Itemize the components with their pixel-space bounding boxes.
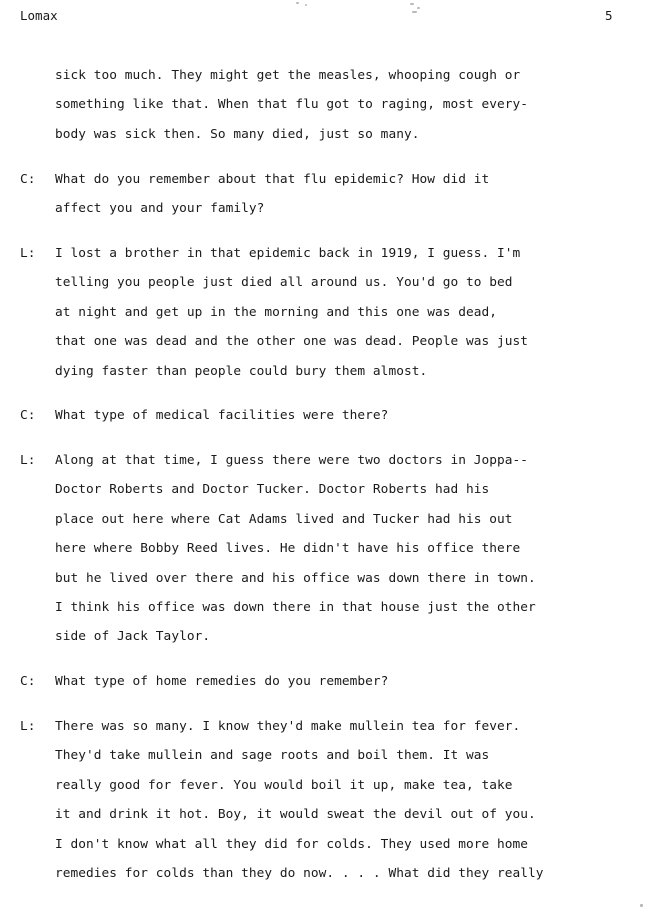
transcript-line: it and drink it hot. Boy, it would sweat the devil out of you. xyxy=(55,807,536,823)
transcript-line: that one was dead and the other one was dead. People was just xyxy=(55,334,529,350)
transcript-line: remedies for colds than they do now. . . . What did they really xyxy=(55,866,544,881)
speaker-label: L: xyxy=(20,719,36,734)
transcript-line: side of Jack Taylor. xyxy=(55,629,211,645)
transcript-line: really good for fever. You would boil it up, make tea, take xyxy=(55,777,513,793)
transcript-line: Doctor Roberts and Doctor Tucker. Doctor Roberts had his xyxy=(55,482,490,498)
transcript-line: something like that. When that flu got to raging, most every- xyxy=(55,97,529,113)
transcript-line: What type of medical facilities were there? xyxy=(55,408,389,423)
transcript-line: affect you and your family? xyxy=(55,201,265,217)
transcript-line: but he lived over there and his office was down there in town. xyxy=(55,570,536,586)
transcript-line: What type of home remedies do you remember? xyxy=(55,674,389,689)
transcript-line: I lost a brother in that epidemic back in 1919, I guess. I'm xyxy=(55,246,521,261)
scan-speck xyxy=(412,11,417,13)
scan-speck xyxy=(296,2,299,4)
speaker-label: L: xyxy=(20,453,36,468)
transcript-line: place out here where Cat Adams lived and Tucker had his out xyxy=(55,511,513,527)
transcript-line: I think his office was down there in that house just the other xyxy=(55,600,536,615)
transcript-line: telling you people just died all around us. You'd go to bed xyxy=(55,275,513,291)
transcript-line: at night and get up in the morning and this one was dead, xyxy=(55,304,497,320)
speaker-label: C: xyxy=(20,674,36,689)
transcript-line: There was so many. I know they'd make mullein tea for fever. xyxy=(55,719,521,734)
scan-speck xyxy=(640,904,643,907)
transcript-line: here where Bobby Reed lives. He didn't have his office there xyxy=(55,541,521,557)
scan-speck xyxy=(410,3,414,5)
page-number: 5 xyxy=(605,8,613,23)
transcript-line: dying faster than people could bury them almost. xyxy=(55,363,428,379)
transcript-line: sick too much. They might get the measles, whooping cough or xyxy=(55,68,521,83)
speaker-label: C: xyxy=(20,172,36,187)
transcript-line: Along at that time, I guess there were two doctors in Joppa-- xyxy=(55,453,529,468)
scan-speck xyxy=(305,4,307,6)
header-interviewee: Lomax xyxy=(20,8,58,23)
transcript-line: They'd take mullein and sage roots and boil them. It was xyxy=(55,748,490,764)
transcript-line: What do you remember about that flu epidemic? How did it xyxy=(55,172,490,187)
transcript-line: body was sick then. So many died, just so many. xyxy=(55,126,420,142)
speaker-label: C: xyxy=(20,408,36,423)
speaker-label: L: xyxy=(20,246,36,261)
scan-speck xyxy=(417,7,420,9)
transcript-line: I don't know what all they did for colds. They used more home xyxy=(55,836,529,852)
